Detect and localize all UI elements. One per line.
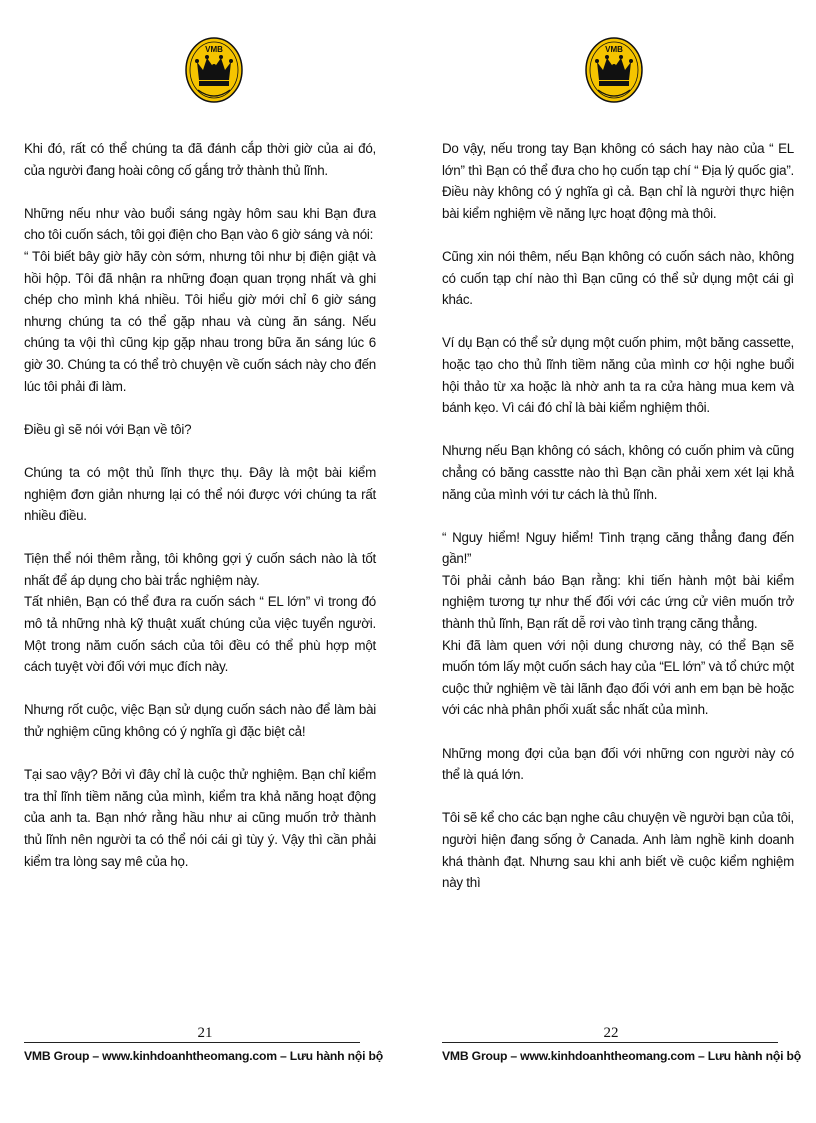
paragraph: Nhưng rốt cuộc, việc Bạn sử dụng cuốn sách nào để làm bài thử nghiệm cũng không có ý nghĩa gì đặc biệt cả! [24,702,376,740]
paragraph: Những mong đợi của bạn đối với những con người này có thể là quá lớn. [442,745,794,783]
paragraph: Tiện thể nói thêm rằng, tôi không gợi ý cuốn sách nào là tốt nhất để áp dụng cho bài trắc nghiệm này. Tất nhiên, Bạn có thể đưa ra cuốn sách “ EL lớn” vì trong đó mô tả những nhà kỹ thuật xuất chúng của việc tuyển người. Một trong năm cuốn sách của tôi đều có thể phù hợp một cách tuyệt vời đối với mục đích này. [24,551,376,675]
page-footer: VMB Group – www.kinhdoanhtheomang.com – Lưu hành nội bộ [442,1049,801,1063]
paragraph: Tại sao vậy? Bởi vì đây chỉ là cuộc thử nghiệm. Bạn chỉ kiểm tra thỉ lĩnh tiềm năng của mình, kiểm tra khả năng hoạt động của anh ta. Bạn nhớ rằng hầu như ai cũng muốn trở thành thủ lĩnh nên người ta có thể nói cái gì tùy ý. Vậy thì cần phải kiểm tra lòng say mê của họ. [24,767,376,869]
vmb-logo [184,34,244,104]
paragraph: “ Nguy hiểm! Nguy hiểm! Tình trạng căng thẳng đang đến gần!” Tôi phải cảnh báo Bạn rằng: khi tiến hành một bài kiểm nghiệm tương tự như thế đối với các ứng cử viên muốn trở thành thủ lĩnh, Bạn rất dễ rơi vào tình trạng căng thẳng. Khi đã làm quen với nội dung chương này, có thể Bạn sẽ muốn tóm lấy một cuốn sách hay của “EL lớn” và tổ chức một cuộc thử nghiệm về tài lãnh đạo đối với anh em bạn bè hoặc với các nhà phân phối xuất sắc nhất của mình. [442,529,794,718]
footer-divider [24,1042,360,1043]
paragraph: Những nếu như vào buổi sáng ngày hôm sau khi Bạn đưa cho tôi cuốn sách, tôi gọi điện cho Bạn vào 6 giờ sáng và nói: “ Tôi biết bây giờ hãy còn sớm, nhưng tôi như bị điện giật và hồi hộp. Tôi đã nhận ra những đoạn quan trọng nhất và ghi chép cho mình khá nhiều. Tôi hiểu giờ mới chỉ 6 giờ sáng nhưng chúng ta có thể gặp nhau và cùng ăn sáng. Nếu chúng ta vội thì cũng kịp gặp nhau trong bữa ăn sáng lúc 6 giờ 30. Chúng ta có thể trò chuyện về cuốn sách này cho đến lúc tôi phải đi làm. [24,205,376,394]
svg-text:VMB: VMB [205,45,223,54]
paragraph: Khi đó, rất có thể chúng ta đã đánh cắp thời giờ của ai đó, của người đang hoài công cố gắng trở thành thủ lĩnh. [24,141,376,178]
page-number: 22 [603,1025,619,1041]
page-footer: VMB Group – www.kinhdoanhtheomang.com – Lưu hành nội bộ [24,1049,383,1063]
paragraph: Chúng ta có một thủ lĩnh thực thụ. Đây là một bài kiểm nghiệm đơn giản nhưng lại có thể nói được với chúng ta rất nhiều điều. [24,464,376,524]
paragraph: Cũng xin nói thêm, nếu Bạn không có cuốn sách nào, không có cuốn tạp chí nào thì Bạn cũng có thể sử dụng một cái gì khác. [442,248,794,308]
paragraph: Nhưng nếu Bạn không có sách, không có cuốn phim và cũng chẳng có băng casstte nào thì Bạn cần phải xem xét lại khả năng của mình với tư cách là thủ lĩnh. [442,443,794,502]
page-21 [24,0,394,1123]
paragraph: Do vậy, nếu trong tay Bạn không có sách hay nào của “ EL lớn” thì Bạn có thể đưa cho họ cuốn tạp chí “ Địa lý quốc gia”. Điều này không có ý nghĩa gì cả. Bạn chỉ là người thực hiện bài kiểm nghiệm về năng lực hoạt động mà thôi. [442,141,794,221]
page-body [24,138,376,894]
page-body [442,138,794,915]
footer-divider [442,1042,778,1043]
paragraph: Tôi sẽ kể cho các bạn nghe câu chuyện về người bạn của tôi, người hiện đang sống ở Canada. Anh làm nghề kinh doanh khá thành đạt. Nhưng sau khi anh biết về cuộc kiểm nghiệm này thì [442,810,794,891]
paragraph: Điều gì sẽ nói với Bạn về tôi? [24,421,192,437]
paragraph: Ví dụ Bạn có thể sử dụng một cuốn phim, một băng cassette, hoặc tạo cho thủ lĩnh tiềm năng của mình cơ hội nghe buổi hội thảo từ xa hoặc là nhờ anh ta ra cửa hàng mua kem và bánh kẹo. Vì cái đó chỉ là bài kiểm nghiệm thôi. [442,335,794,416]
svg-text:VMB: VMB [605,45,623,54]
page-number: 21 [197,1025,213,1041]
page-22 [442,0,812,1123]
vmb-logo [584,34,644,104]
